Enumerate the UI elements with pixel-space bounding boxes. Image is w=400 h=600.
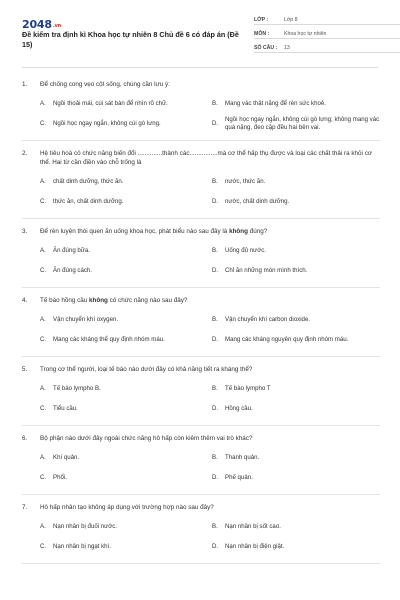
option-letter: C. (40, 473, 47, 481)
option-letter: A. (40, 246, 46, 254)
option-letter: A. (40, 315, 46, 323)
option-grid (22, 172, 380, 212)
question-5 (22, 365, 380, 426)
option-text: Uống đủ nước. (225, 246, 266, 254)
option-letter: B. (212, 315, 218, 323)
option-d[interactable] (212, 399, 380, 419)
question-number: 7. (22, 504, 28, 511)
option-text: Mang các kháng thể quy định nhóm máu. (53, 335, 165, 343)
option-letter: A. (40, 384, 46, 392)
question-stem (22, 434, 380, 443)
option-letter: B. (212, 177, 218, 185)
meta-label: LỚP : (254, 17, 269, 23)
option-d[interactable] (212, 192, 380, 212)
option-text: Nạn nhân bị điện giật. (225, 542, 285, 550)
option-a[interactable] (40, 172, 208, 192)
option-text: thức ăn, chất dinh dưỡng. (53, 197, 124, 205)
option-b[interactable] (212, 94, 380, 114)
question-stem (22, 296, 380, 305)
option-letter: B. (212, 384, 218, 392)
question-7 (22, 503, 380, 564)
option-text: Nạn nhân bị đuối nước. (53, 522, 117, 530)
question-number: 6. (22, 435, 28, 442)
question-list (22, 80, 380, 572)
option-letter: A. (40, 522, 46, 530)
question-text: Bộ phận nào dưới đây ngoài chức năng hô hấp còn kiêm thêm vai trò khác? (40, 435, 253, 442)
question-number: 4. (22, 297, 28, 304)
option-letter: D. (212, 473, 219, 481)
option-letter: A. (40, 453, 46, 461)
document-meta (254, 14, 400, 56)
question-2 (22, 149, 380, 219)
option-letter: C. (40, 335, 47, 343)
option-a[interactable] (40, 517, 208, 537)
option-a[interactable] (40, 379, 208, 399)
question-1 (22, 80, 380, 141)
option-b[interactable] (212, 172, 380, 192)
option-text: Tế bào lympho T (225, 384, 271, 392)
option-c[interactable] (40, 192, 208, 212)
option-grid (22, 94, 380, 134)
option-b[interactable] (212, 448, 380, 468)
option-text: Thanh quản. (225, 453, 260, 461)
question-4 (22, 296, 380, 357)
option-letter: D. (212, 197, 219, 205)
question-text-emphasis: không (89, 297, 108, 304)
meta-row-subject (254, 28, 400, 39)
option-text: Tiểu cầu. (53, 404, 78, 412)
option-text: Ngồi thoải mái, cúi sát bàn để nhìn rõ chữ. (53, 99, 168, 107)
option-c[interactable] (40, 114, 208, 134)
document-title: Đề kiểm tra định kì Khoa học tự nhiên 8 Chủ đề 6 có đáp án (Đề 15) (22, 30, 239, 49)
logo-suffix: .vn (52, 23, 61, 29)
option-text: Vận chuyển khí carbon dioxide. (225, 315, 311, 323)
option-letter: A. (40, 177, 46, 185)
option-text: Phổi. (53, 473, 67, 481)
option-b[interactable] (212, 379, 380, 399)
meta-value: Lớp 8 (284, 17, 298, 23)
option-letter: C. (40, 266, 47, 274)
option-text: Nạn nhân bị sốt cao. (225, 522, 281, 530)
question-text (40, 227, 380, 236)
option-letter: A. (40, 99, 46, 107)
logo-text: 2048 (22, 18, 52, 31)
option-grid (22, 310, 380, 350)
option-b[interactable] (212, 517, 380, 537)
option-text: Mang các kháng nguyên quy định nhóm máu. (225, 335, 349, 343)
question-text-part: đúng? (247, 228, 268, 235)
option-letter: C. (40, 119, 47, 127)
option-text: Ngồi học ngay ngắn, không cúi gò lưng; không mang vác quá nặng, đeo cặp đều hai bên vai. (225, 115, 380, 131)
option-c[interactable] (40, 261, 208, 281)
meta-value: Khoa học tự nhiên (284, 31, 327, 37)
question-text (40, 296, 380, 305)
option-text: Ngồi học ngay ngắn, không cúi gò lưng. (53, 119, 161, 127)
option-text: nước, chất dinh dưỡng. (225, 197, 290, 205)
option-a[interactable] (40, 241, 208, 261)
meta-value: 13 (284, 45, 290, 51)
question-text: Trong cơ thể người, loại tế bào nào dưới đây có khả năng tiết ra kháng thể? (40, 366, 253, 373)
question-number: 2. (22, 150, 28, 157)
option-a[interactable] (40, 94, 208, 114)
option-a[interactable] (40, 310, 208, 330)
option-d[interactable] (212, 537, 380, 557)
question-text-emphasis: không (229, 228, 248, 235)
option-text: Ăn đúng bữa. (53, 246, 90, 254)
option-letter: C. (40, 197, 47, 205)
question-number: 5. (22, 366, 28, 373)
option-d[interactable] (212, 261, 380, 281)
option-text: Hồng cầu. (225, 404, 253, 412)
meta-row-class (254, 14, 400, 25)
option-letter: C. (40, 404, 47, 412)
option-text: Tế bào lympho B. (53, 384, 101, 392)
option-b[interactable] (212, 241, 380, 261)
option-grid (22, 517, 380, 557)
option-text: Chỉ ăn những món mình thích. (225, 266, 308, 274)
document-header (22, 0, 378, 64)
question-number: 3. (22, 228, 28, 235)
option-text: chất dinh dưỡng, thức ăn. (53, 177, 124, 185)
option-c[interactable] (40, 468, 208, 488)
option-text: Nạn nhân bị ngạt khí. (53, 542, 111, 550)
question-stem (22, 365, 380, 374)
question-text: Hô hấp nhân tạo không áp dụng với trường hợp nào sau đây? (40, 504, 214, 511)
question-stem (22, 503, 380, 512)
option-c[interactable] (40, 399, 208, 419)
question-text-part: có chức năng nào sau đây? (107, 297, 188, 304)
option-d[interactable] (212, 468, 380, 488)
option-a[interactable] (40, 448, 208, 468)
option-letter: C. (40, 542, 47, 550)
question-text: Hệ tiêu hoá có chức năng biến đổi ..............thành các................mà cơ thể hấp thụ được và loại các chất thải ra khỏi cơ thể. Hai từ cần điền vào chỗ trống là (40, 150, 372, 166)
option-c[interactable] (40, 330, 208, 350)
option-letter: B. (212, 246, 218, 254)
option-d[interactable] (212, 114, 380, 134)
option-letter: D. (212, 266, 219, 274)
question-6 (22, 434, 380, 495)
option-text: Mang vác thật nặng để rèn sức khoẻ. (225, 99, 326, 107)
option-b[interactable] (212, 310, 380, 330)
question-stem (22, 149, 380, 167)
header-divider (22, 67, 378, 68)
question-text: Để chống cong vẹo cột sống, chúng cần lưu ý: (40, 81, 170, 88)
question-text-part: Tế bào hồng cầu (40, 297, 90, 304)
question-number: 1. (22, 81, 28, 88)
option-grid (22, 379, 380, 419)
meta-label: MÔN : (254, 31, 270, 37)
option-text: Ăn đúng cách. (53, 266, 92, 274)
option-letter: B. (212, 522, 218, 530)
option-letter: D. (212, 119, 219, 127)
option-letter: D. (212, 335, 219, 343)
option-d[interactable] (212, 330, 380, 350)
question-text-part: Để rèn luyện thói quen ăn uống khoa học, phát biểu nào sau đây là (40, 228, 230, 235)
option-text: nước, thức ăn. (225, 177, 266, 185)
option-letter: D. (212, 404, 219, 412)
option-grid (22, 241, 380, 281)
option-letter: B. (212, 453, 218, 461)
question-stem (22, 80, 380, 89)
question-stem (22, 227, 380, 236)
option-grid (22, 448, 380, 488)
option-text: Phế quản. (225, 473, 253, 481)
question-3 (22, 227, 380, 288)
option-c[interactable] (40, 537, 208, 557)
meta-row-question-count (254, 42, 400, 53)
option-text: Vận chuyển khí oxygen. (53, 315, 119, 323)
option-text: Khí quản. (53, 453, 80, 461)
meta-label: SỐ CÂU : (254, 45, 278, 51)
option-letter: B. (212, 99, 218, 107)
option-letter: D. (212, 542, 219, 550)
